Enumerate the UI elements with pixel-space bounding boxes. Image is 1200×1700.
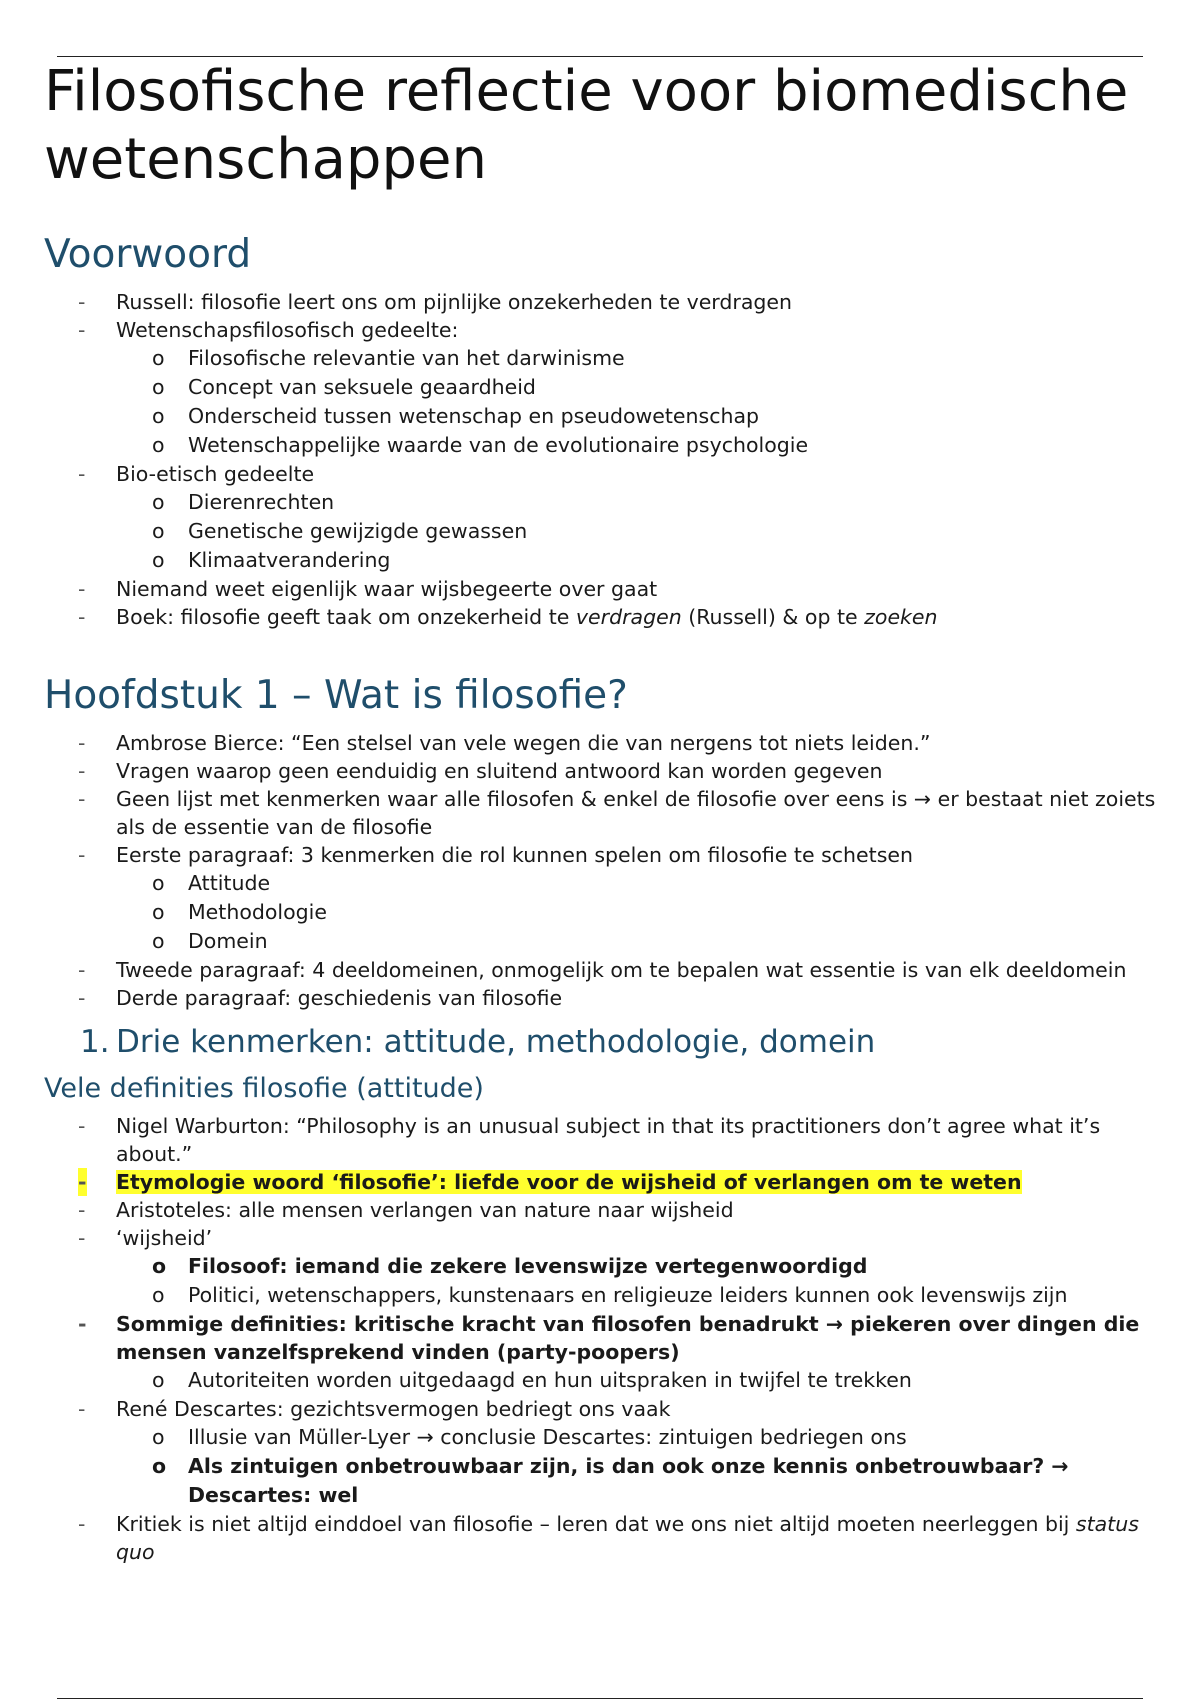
definities-list — [44, 1112, 1174, 1566]
sub-list — [116, 869, 1174, 956]
list-item: - Eerste paragraaf: 3 kenmerken die rol kunnen spelen om filosofie te schetsen o Attitude o Methodologie o Domein — [44, 841, 1174, 956]
list-item: - Bio-etisch gedeelte o Dierenrechten o Genetische gewijzigde gewassen o Klimaatverandering — [44, 460, 1174, 575]
sub-list — [116, 1252, 1174, 1310]
heading-hoofdstuk-1: Hoofdstuk 1 – Wat is filosofie? — [44, 673, 628, 718]
list-item: - Ambrose Bierce: “Een stelsel van vele wegen die van nergens tot niets leiden.” — [78, 731, 931, 755]
sub-list — [116, 488, 1174, 575]
sub-list-item: o Genetische gewijzigde gewassen — [152, 519, 528, 543]
list-item: - Wetenschapsfilosofisch gedeelte: o Filosofische relevantie van het darwinisme o Concept van seksuele geaardheid o Onderscheid tussen wetenschap en pseudowetenschap o Wetenschappelijke waarde van de evolutionaire psychologie — [44, 316, 1174, 460]
sub-list-item: o Domein — [152, 929, 268, 953]
list-item: - Aristoteles: alle mensen verlangen van nature naar wijsheid — [78, 1198, 734, 1222]
sub-list-item: o Illusie van Müller-Lyer → conclusie Descartes: zintuigen bedriegen ons — [152, 1425, 907, 1449]
sub-list-item: o Filosofische relevantie van het darwinisme — [152, 346, 625, 370]
list-item: - René Descartes: gezichtsvermogen bedriegt ons vaak o Illusie van Müller-Lyer → conclusie Descartes: zintuigen bedriegen ons o Als zintuigen onbetrouwbaar zijn, is dan ook onze kennis onbetrouwbaar? → Descartes: wel — [44, 1395, 1174, 1510]
list-item: - ‘wijsheid’ o Filosoof: iemand die zekere levenswijze vertegenwoordigd o Politici, wetenschappers, kunstenaars en religieuze leiders kunnen ook levenswijs zijn — [44, 1224, 1174, 1310]
chapter1-list — [44, 729, 1174, 1012]
sub-list-item: o Concept van seksuele geaardheid — [152, 375, 536, 399]
list-item-highlighted: - Etymologie woord ‘filosofie’: liefde voor de wijsheid of verlangen om te weten — [78, 1170, 1022, 1194]
bottom-rule — [57, 1698, 1143, 1699]
heading-definities: Vele definities filosofie (attitude) — [44, 1073, 484, 1104]
document-title: Filosofische reflectie voor biomedische wetenschappen — [44, 59, 1129, 192]
sub-list-item: o Politici, wetenschappers, kunstenaars en religieuze leiders kunnen ook levenswijs zijn — [152, 1283, 1068, 1307]
sub-list-item: o Wetenschappelijke waarde van de evolutionaire psychologie — [152, 433, 809, 457]
list-item: - Russell: filosofie leert ons om pijnlijke onzekerheden te verdragen — [78, 290, 792, 314]
sub-list-item: o Dierenrechten — [152, 490, 335, 514]
sub-list-item: o Als zintuigen onbetrouwbaar zijn, is dan ook onze kennis onbetrouwbaar? → Descartes: wel — [152, 1454, 1069, 1507]
heading-voorwoord: Voorwoord — [44, 232, 252, 277]
sub-list — [116, 1423, 1174, 1510]
list-item: - Tweede paragraaf: 4 deeldomeinen, onmogelijk om te bepalen wat essentie is van elk deeldomein — [78, 958, 1127, 982]
section-number: 1. — [80, 1024, 110, 1060]
list-item: - Derde paragraaf: geschiedenis van filosofie — [78, 986, 563, 1010]
list-item: - Niemand weet eigenlijk waar wijsbegeerte over gaat — [78, 577, 658, 601]
top-rule — [57, 56, 1143, 57]
list-item: - Vragen waarop geen eenduidig en sluitend antwoord kan worden gegeven — [78, 759, 883, 783]
sub-list — [116, 1366, 1174, 1395]
list-item: - Boek: filosofie geeft taak om onzekerheid te verdragen (Russell) & op te zoeken — [78, 605, 938, 629]
sub-list-item: o Filosoof: iemand die zekere levenswijze vertegenwoordigd — [152, 1254, 868, 1278]
sub-list-item: o Autoriteiten worden uitgedaagd en hun uitspraken in twijfel te trekken — [152, 1368, 912, 1392]
heading-section-1 — [80, 1022, 1174, 1062]
document-page — [44, 58, 1174, 1566]
list-item: - Kritiek is niet altijd einddoel van filosofie – leren dat we ons niet altijd moeten neerleggen bij status quo — [78, 1512, 1139, 1564]
sub-list — [116, 344, 1174, 460]
list-item: - Nigel Warburton: “Philosophy is an unusual subject in that its practitioners don’t agree what it’s about.” — [78, 1114, 1101, 1166]
sub-list-item: o Attitude — [152, 871, 271, 895]
voorwoord-list — [44, 288, 1174, 631]
section-title: Drie kenmerken: attitude, methodologie, domein — [116, 1024, 876, 1060]
sub-list-item: o Klimaatverandering — [152, 548, 391, 572]
sub-list-item: o Onderscheid tussen wetenschap en pseudowetenschap — [152, 404, 760, 428]
list-item: - Geen lijst met kenmerken waar alle filosofen & enkel de filosofie over eens is → er bestaat niet zoiets als de essentie van de filosofie — [78, 787, 1156, 839]
list-item: - Sommige definities: kritische kracht van filosofen benadrukt → piekeren over dingen die mensen vanzelfsprekend vinden (party-poopers) o Autoriteiten worden uitgedaagd en hun uitspraken in twijfel te trekken — [44, 1310, 1174, 1395]
sub-list-item: o Methodologie — [152, 900, 327, 924]
